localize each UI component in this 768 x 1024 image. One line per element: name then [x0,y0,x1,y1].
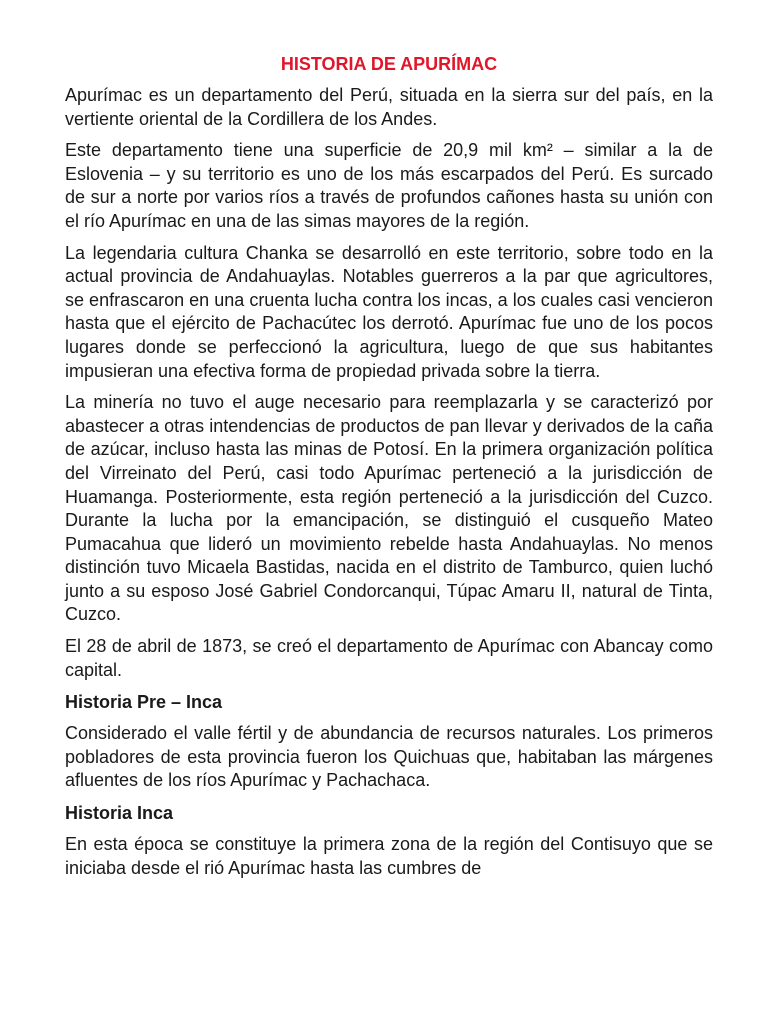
paragraph-colonial-history: La minería no tuvo el auge necesario para reemplazarla y se caracterizó por abastecer a otras intendencias de productos de pan llevar y derivados de la caña de azúcar, incluso hasta las minas de Potosí. En la primera organización política del Virreinato del Perú, casi todo Apurímac perteneció a la jurisdicción de Huamanga. Posteriormente, esta región perteneció a la jurisdicción del Cuzco. Durante la lucha por la emancipación, se distinguió el cusqueño Mateo Pumacahua que lideró un movimiento rebelde hasta Andahuaylas. No menos distinción tuvo Micaela Bastidas, nacida en el distrito de Tamburco, quien luchó junto a su esposo José Gabriel Condorcanqui, Túpac Amaru II, natural de Tinta, Cuzco. [65,392,713,625]
paragraph-creation: El 28 de abril de 1873, se creó el departamento de Apurímac con Abancay como capital. [65,636,713,680]
section-heading-pre-inca: Historia Pre – Inca [65,692,223,713]
paragraph-geography: Este departamento tiene una superficie de 20,9 mil km² – similar a la de Eslovenia – y su territorio es uno de los más escarpados del Perú. Es surcado de sur a norte por varios ríos a través de profundos cañones hasta su unión con el río Apurímac en una de las simas mayores de la región. [65,140,713,231]
paragraph-chanka-culture: La legendaria cultura Chanka se desarrolló en este territorio, sobre todo en la actual provincia de Andahuaylas. Notables guerreros a la par que agricultores, se enfrascaron en una cruenta lucha contra los incas, a los cuales casi vencieron hasta que el ejército de Pachacútec los derrotó. Apurímac fue uno de los pocos lugares donde se perfeccionó la agricultura, luego de que sus habitantes impusieran una efectiva forma de propiedad privada sobre la tierra. [65,242,713,381]
section-heading-inca: Historia Inca [65,803,174,824]
document-title: HISTORIA DE APURÍMAC [280,54,498,74]
section-text-inca: En esta época se constituye la primera zona de la región del Contisuyo que se iniciaba desde el rió Apurímac hasta las cumbres de [65,834,713,878]
section-text-pre-inca: Considerado el valle fértil y de abundancia de recursos naturales. Los primeros pobladores de esta provincia fueron los Quichuas que, habitaban las márgenes afluentes de los ríos Apurímac y Pachachaca. [65,723,713,791]
paragraph-intro: Apurímac es un departamento del Perú, situada en la sierra sur del país, en la vertiente oriental de la Cordillera de los Andes. [65,85,713,129]
document-page [65,52,713,888]
